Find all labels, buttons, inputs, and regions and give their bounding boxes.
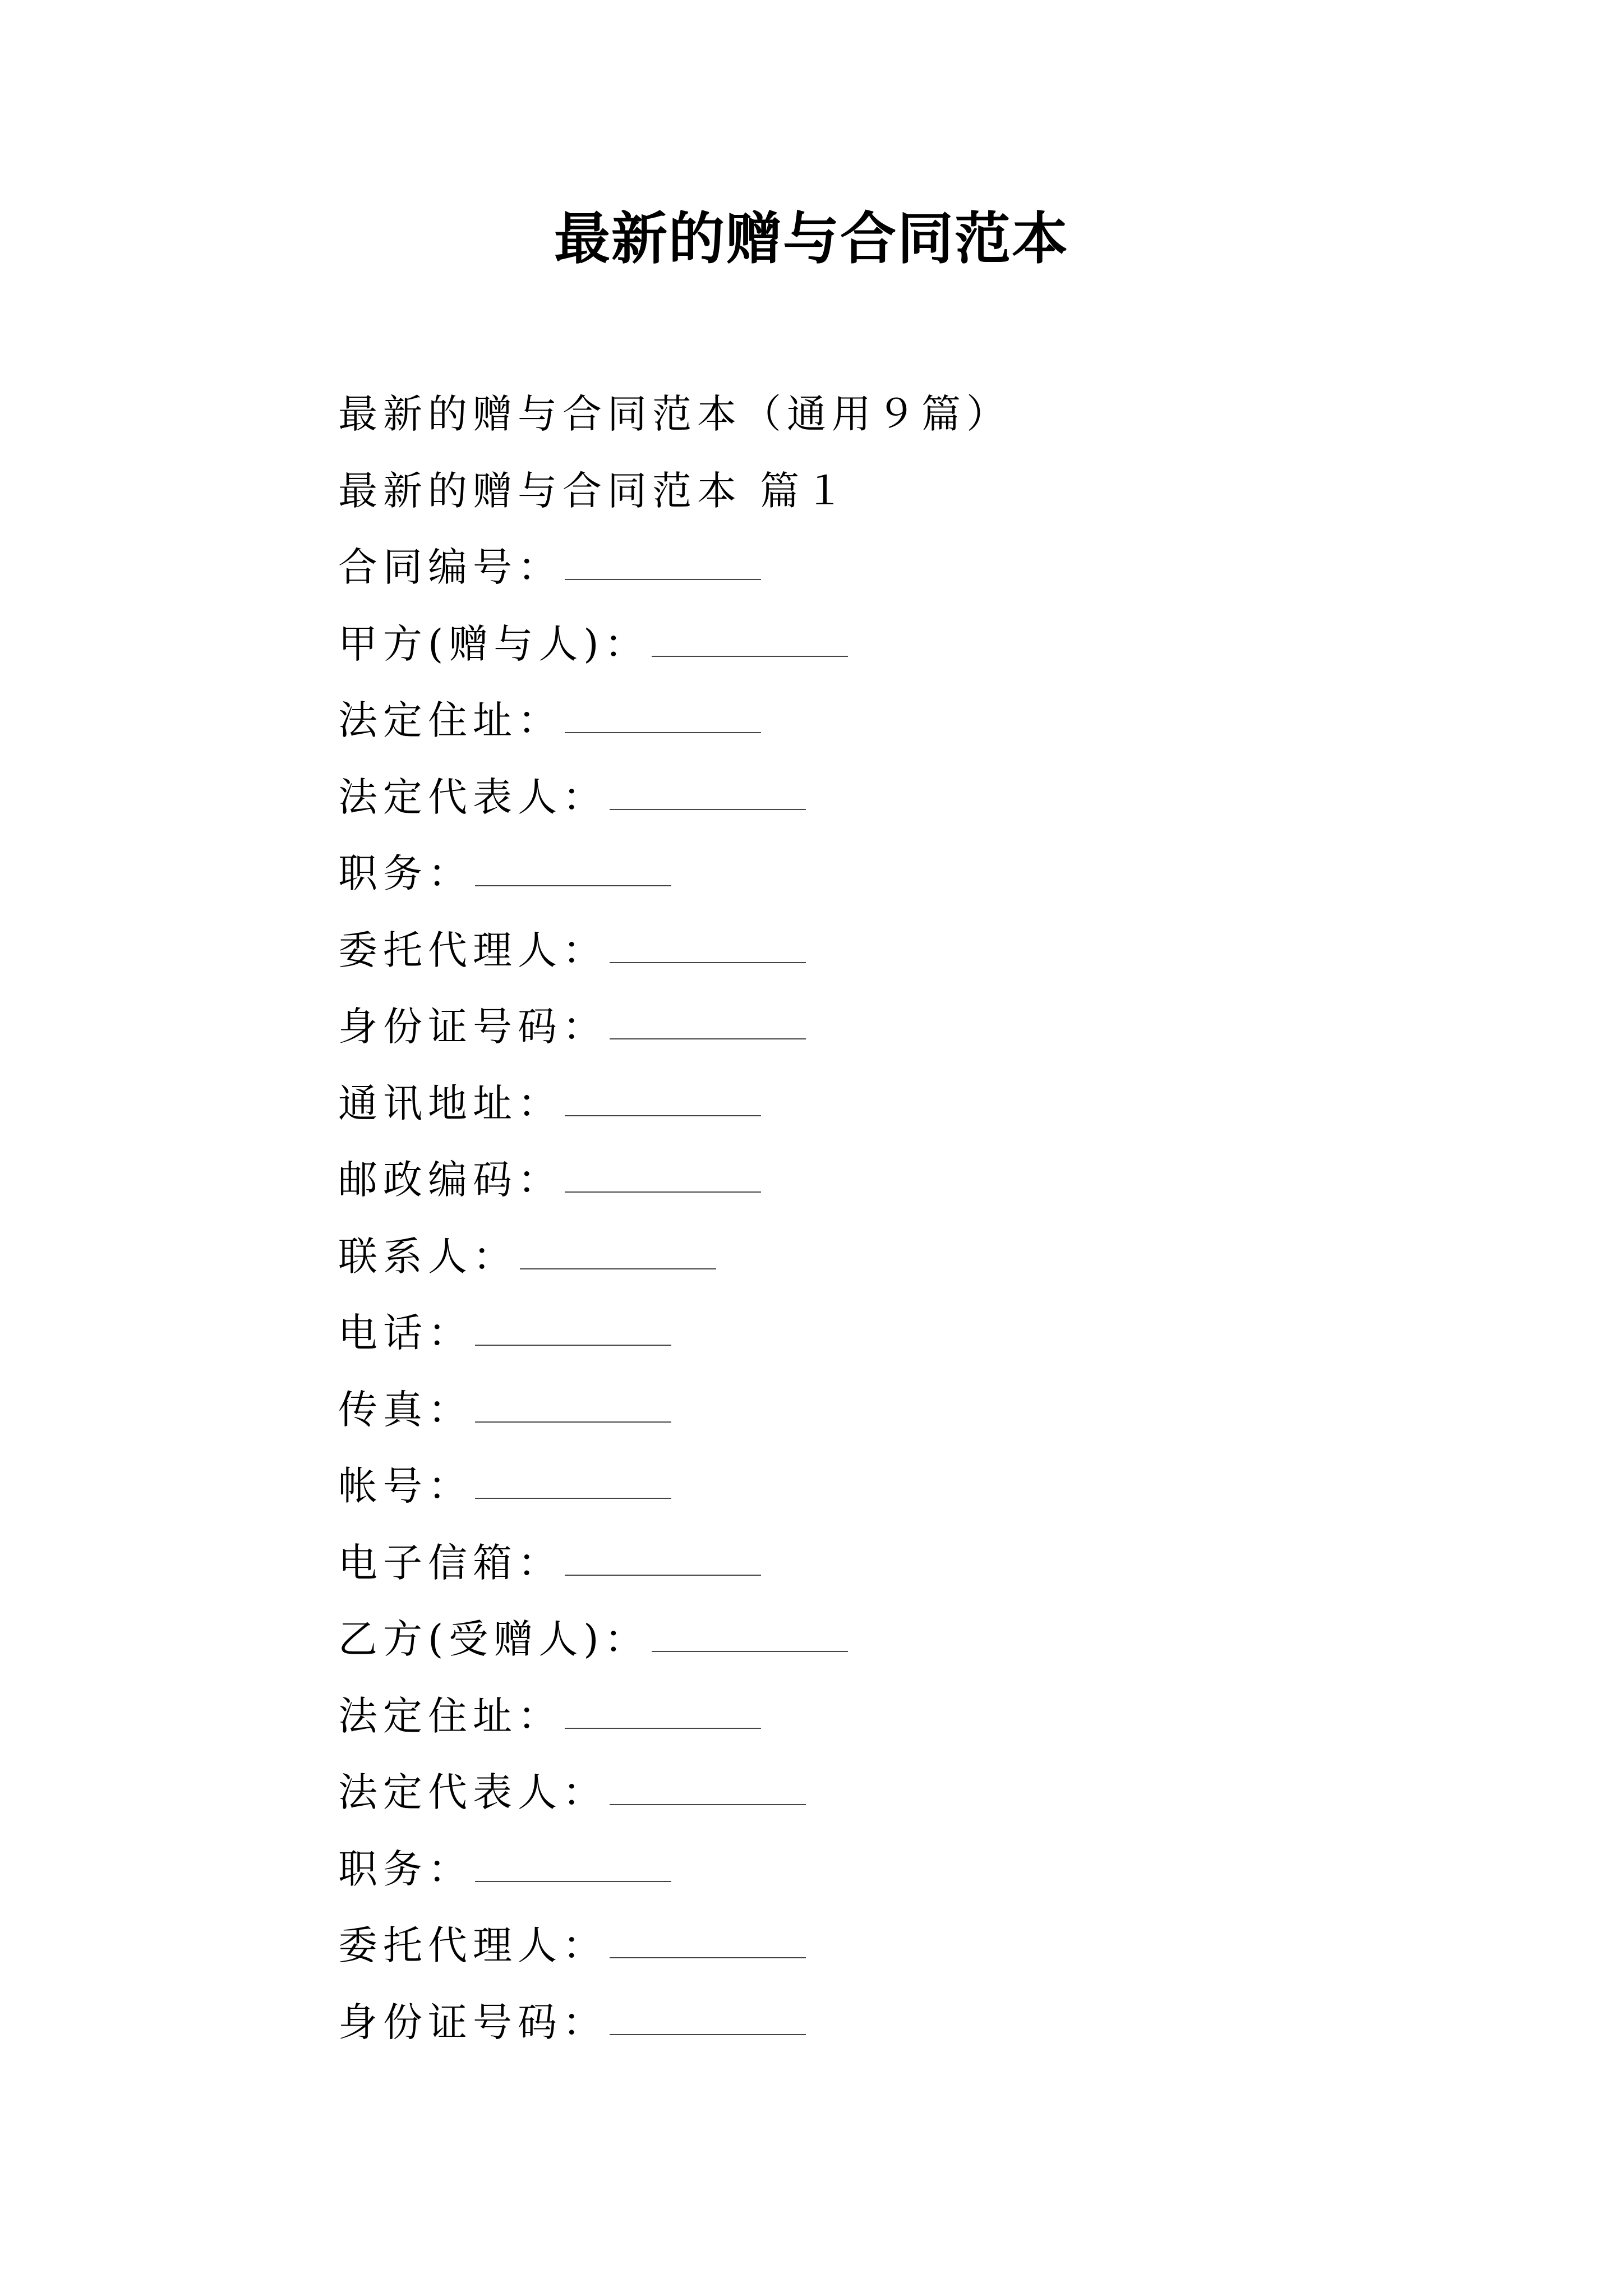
fill-in-blank [610, 1036, 806, 1039]
field-label: 电子信箱： [338, 1539, 562, 1586]
field-legal-representative [338, 759, 1516, 836]
line-text: 最新的赠与合同范本（通用９篇） [338, 391, 1011, 437]
fill-in-blank [610, 1802, 806, 1805]
field-fax [338, 1372, 1516, 1448]
field-label: 法定住址： [338, 1692, 562, 1739]
fill-in-blank [520, 1266, 716, 1269]
field-label: 委托代理人： [338, 927, 607, 973]
field-contact [338, 1218, 1516, 1295]
field-contract-number [338, 529, 1516, 606]
field-label: 法定住址： [338, 697, 562, 743]
field-label: 联系人： [338, 1233, 518, 1280]
fill-in-blank [475, 1342, 671, 1346]
fill-in-blank [610, 960, 806, 963]
field-party-a [338, 606, 1516, 683]
field-party-b [338, 1601, 1516, 1678]
fill-in-blank [475, 1419, 671, 1423]
field-label: 通讯地址： [338, 1080, 562, 1126]
fill-in-blank [565, 1113, 761, 1116]
field-label: 职务： [338, 850, 473, 896]
fill-in-blank [610, 1955, 806, 1958]
fill-in-blank [565, 577, 761, 580]
field-label: 乙方(受赠人)： [338, 1616, 649, 1662]
field-label: 法定代表人： [338, 1769, 607, 1815]
field-agent [338, 1907, 1516, 1984]
fill-in-blank [565, 1189, 761, 1193]
field-label: 电话： [338, 1310, 473, 1356]
fill-in-blank [565, 730, 761, 733]
document-line [338, 376, 1516, 453]
field-id-number [338, 1984, 1516, 2061]
field-account [338, 1448, 1516, 1525]
field-position [338, 835, 1516, 912]
fill-in-blank [475, 1879, 671, 1882]
document-line [338, 453, 1516, 530]
line-text: 最新的赠与合同范本 篇１ [338, 467, 850, 514]
field-label: 法定代表人： [338, 774, 607, 820]
field-legal-representative [338, 1754, 1516, 1831]
fill-in-blank [610, 2032, 806, 2035]
document-body [338, 376, 1516, 2060]
field-position [338, 1831, 1516, 1908]
fill-in-blank [565, 1726, 761, 1729]
field-phone [338, 1295, 1516, 1372]
field-label: 传真： [338, 1386, 473, 1433]
field-label: 合同编号： [338, 544, 562, 590]
field-legal-address [338, 682, 1516, 759]
field-label: 委托代理人： [338, 1922, 607, 1968]
fill-in-blank [652, 654, 848, 657]
field-mailing-address [338, 1065, 1516, 1142]
field-label: 甲方(赠与人)： [338, 620, 649, 667]
field-label: 帐号： [338, 1463, 473, 1509]
field-label: 邮政编码： [338, 1157, 562, 1203]
field-postal-code [338, 1142, 1516, 1218]
fill-in-blank [565, 1572, 761, 1576]
field-label: 身份证号码： [338, 1999, 607, 2045]
field-legal-address [338, 1678, 1516, 1755]
field-label: 身份证号码： [338, 1004, 607, 1050]
document-title: 最新的赠与合同范本 [554, 205, 1069, 272]
field-id-number [338, 988, 1516, 1065]
field-label: 职务： [338, 1846, 473, 1892]
fill-in-blank [610, 807, 806, 810]
field-agent [338, 912, 1516, 989]
field-email [338, 1525, 1516, 1602]
fill-in-blank [475, 1496, 671, 1499]
fill-in-blank [652, 1649, 848, 1652]
fill-in-blank [475, 883, 671, 886]
